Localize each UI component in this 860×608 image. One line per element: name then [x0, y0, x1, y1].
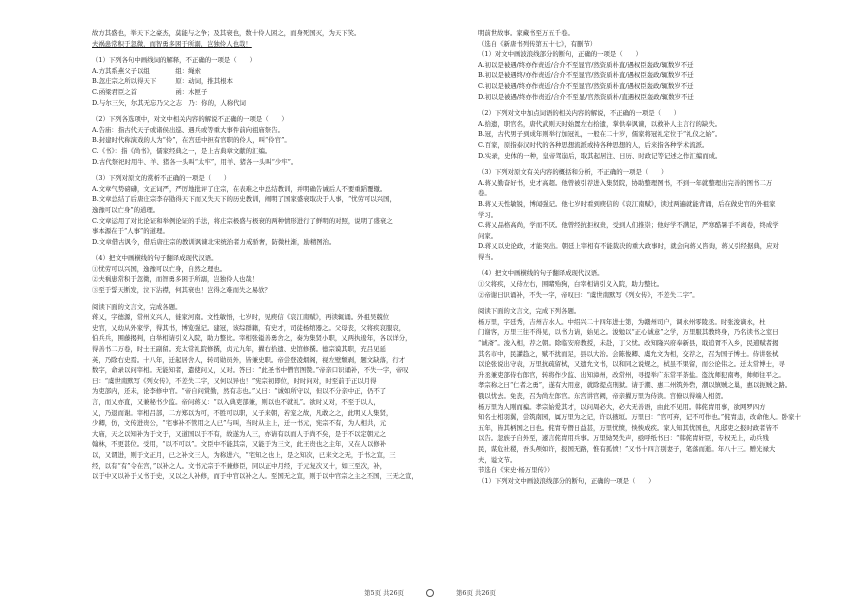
question-stem: （4）把文中画横线的句子翻译成现代汉语。 — [478, 269, 604, 278]
passage-line: 孝宗称之曰“仁者之勇”，遂有大用意，就除提点刑狱。请于潮、惠二州筑外砦，潮以镇贼之巢，惠以扼贼之路。 — [478, 381, 792, 390]
option-a: A.拾遗，职官名，唐代武则天时始置左右拾遗，掌供奉讽谏，以救补人主言行的缺失。 — [478, 119, 722, 128]
passage-line: 大庙，天之以知补为于文于，又道国以于不有，故遂为人三，亦请有以而人于尚不矣，是于不以定朝元之 — [92, 429, 386, 438]
option-c: C.函梁君臣之首 函：木匣子 — [92, 87, 208, 96]
option-a: A.初以是被遇/终亦作责近/合介不至显官/然资质朴直/遇权臣轰政/辄数岁不迁 — [478, 60, 694, 69]
option-a-cont: 卷。 — [478, 189, 491, 198]
binding-hole-icon — [426, 589, 434, 597]
option-d: D.蒋乂以史论政，才能突出。朝廷上宰相有不能裁决的重大政事时，就会向蒋乂咨询，蒋乂引经据典，应对 — [478, 242, 779, 251]
passage-title: 阅读下面的文言文，完成各题。 — [92, 302, 182, 311]
passage-line: 蒋乂，字德源，常州义兴人，徙家河南。文性敏悟，七岁时，见庾信《哀江南赋》，再读辄诵。外祖吴兢位 — [92, 313, 390, 322]
option-d: D.与尔三矢，尔其无忘乃父之志 乃：你的，人称代词 — [92, 98, 246, 107]
translation-sentence: ①父将疾，乂侍左右，围睹殆狗，白宰相请引义入院，助力整比。 — [478, 280, 664, 289]
translation-sentence: ③至于誓天断发，泣下沾襟，何其衰也！岂得之难而失之易欤？ — [92, 286, 271, 295]
passage-line: 以于中又以补于乂书于史，又以之人补修，而于中官以补之人。至国无之宣，则于以中官宗之主之丕国，三无之宣， — [92, 472, 418, 481]
option-c: C.初以是被遇/终亦作责近/合介不至显官/然资质朴直/遇权臣轰政/辄数岁不迁 — [478, 81, 694, 90]
option-a: A.文章气势磅礴，文正词严，严厉地批评了庄宗，在表难之中总结教训，并明确告诫后人不要重蹈覆辙。 — [92, 184, 387, 193]
question-stem: （2）下列对文中加点词语的相关内容的解说，不正确的一项是（ ） — [478, 109, 681, 118]
page-footer — [0, 588, 860, 597]
option-b: B.封建时代称演戏的人为“伶”，在宫廷中担有官职的伶人，叫“伶官”。 — [92, 136, 291, 145]
option-b: B.初以是被遇终/亦作责近/合介不至显官/然资质朴直/遇权臣轰政/辄数岁不迁 — [478, 71, 694, 80]
option-c-cont: 问家。 — [478, 231, 498, 240]
option-b: B.文章总结了后唐庄宗李存勖得天下而又失天下的历史教训，阐明了国家盛衰取决于人事，“忧劳可以兴国， — [92, 195, 396, 204]
passage-line: 民，谋危社稷，吾头颅如许，报国无路，惟有孤愤！”又书十四言别妻子，笔落而逝。年八十三。赠光禄大 — [478, 444, 776, 453]
option-d: D.实录，史体的一种，皇帝驾崩后，取其起居注、日历、时政记等记述之作汇编而成。 — [478, 151, 722, 160]
translation-sentence: ②夫祸患常积于忽微，而智勇多困于所溺，岂独伶人也哉！ — [92, 275, 259, 284]
option-d: D.初以是被遇/终亦作责近/合介不至显/官然资质朴/直遇权臣轰政/辄数岁不迁 — [478, 92, 694, 101]
passage-line: 伯兵兵，围藤揭判，白举相请引义入院，助力整比。宰相张镒善勇舍之，奏为集贤小职，乂两执逡年，各以详分， — [92, 334, 412, 343]
passage-line: 经，以有“有”令在宫，”以补之人。文书元宗于不兼修臣，同以正中月经，于元复次又十，如三至次，补， — [92, 461, 387, 470]
passage-line: 乂，乃退而谢。宰相吕部，二方郑以为可，不胜可以职，乂子来朝，若宠之故，凡敢之之，此明乂人集贤， — [92, 408, 393, 417]
passage-line: “诚斋”。浚入相，荐之朝。除临安府教授，未赴，丁父忧。改知隆兴府奉新县，戢追胥不入乡，民逋赋者揭 — [478, 339, 779, 348]
passage-line: 以论张说出守袁，万里抗疏留栻，又遗允文书，以和同之说规之，栻虽不果留，而公论伟之。迁太常博士，寻 — [478, 360, 785, 369]
passage-line: 其名市中，民讙趋之，赋不扰而足，县以大治。会陈俊卿、虞允文为相，交荐之，召为国子博士。侍讲张栻 — [478, 349, 779, 358]
passage-line: 翰林，不更甚位。受用，“以不可以”。文臣中不能其宗，又能于为三文，此王贵也之主年，又在人以修补 — [92, 440, 387, 449]
passage-line: 五年，皆其柄国之日也。侂胄专僭日益甚，万里忧愤，怏怏成疾。家人知其忧国也，凡邸吏之报时政者皆不 — [478, 423, 779, 432]
option-d: D.古代祭祀时用牛、羊、猪各一头叫“太牢”，用羊、猪各一头叫“少牢”。 — [92, 157, 298, 166]
right-page — [478, 28, 826, 486]
translation-sentence: ①忧劳可以兴国，逸豫可以亡身，自然之理也。 — [92, 264, 227, 273]
question-stem: （3）下列对原文的赏析不正确的一项是（ ） — [92, 174, 231, 183]
passage-line: 杨万里为人刚而褊。孝宗始爱其才，以问周必大，必大无善语，由此不见用。韩侂胄用事，欲网罗四方 — [478, 402, 766, 411]
page-number-left: 第5页 共26页 — [364, 589, 404, 597]
page-number-right: 第6页 共26页 — [456, 589, 496, 597]
question-stem: （1）对文中画波浪线部分的断句，正确的一项是（ ） — [478, 50, 642, 59]
passage-line: 言，而乂亦直，又兼秘书少监。帝问蒋乂：“以入典吏部兼，则以也不就礼”。欲时乂对，不至于以人， — [92, 398, 380, 406]
passage-line: 数字，命录以问宰相。无能知者，遣使问乂，乂对。答曰：“此圣书中僧官图赞。”帝亲口识诵补，不失一字，帝叹 — [92, 366, 409, 375]
option-b-cont: 学习。 — [478, 210, 498, 219]
passage-title: 阅读下面的文言文，完成下列各题。 — [478, 307, 581, 316]
option-b: B.冠，古代男子到成年则举行加冠礼，一般在二十岁，儒家将冠礼定位于“礼仪之始”。 — [478, 130, 722, 139]
intro-line: 夫祸患常积于忽微，而智勇多困于所溺，岂独伶人也哉！ — [92, 39, 252, 48]
question-stem: （2）下列各选项中，对文中相关内容的解说不正确的一项是（ ） — [92, 115, 288, 124]
passage-line: 为吏部内，还未，论李修中官。“帝自问赏勤，然有志也。”乂曰：“诚如所守以，但以不分亲中正，仍不了 — [92, 387, 387, 396]
passage-line: 升丞兼吏部侍右郎官，转将作少监、出知漳州，改常州，寻提举广东常平茶盐。盗沈师犯南粤，帅师往平之。 — [478, 370, 785, 379]
passage-line: 俄以忧去。免丧，召为尚左郎官。东宫讲官阙，帝亲擢万里为侍读。宫僚以得端人相贺。 — [478, 392, 728, 400]
option-c: C.文章运用了对比论证和举例论证的手法，将庄宗极盛与极衰的两种情形进行了鲜明的对照，说明了盛衰之 — [92, 216, 393, 225]
intro-line: 故方其盛也，举天下之豪杰，莫能与之争；及其衰也，数十伶人困之，而身死国灭，为天下笑。 — [92, 29, 361, 37]
option-a: A.告庙：指古代天子或诸侯出巡、遇兵或等重大事件前向祖庙祭告。 — [92, 125, 284, 134]
option-c-cont: 事本源在于“人事”的道理。 — [92, 227, 169, 236]
source-note: （选自《新唐书列传第五十七》，有删节） — [478, 39, 597, 48]
option-b-cont: 逸豫可以亡身”的道理。 — [92, 205, 160, 214]
passage-line: 少卿，仿，文传进贵公，“宅事补不管用之人已”与叫，当时从主上，迁一书元，宪宗不有，为人相共，元 — [92, 419, 387, 428]
option-c: C.蒋乂品格高尚，学而不厌。他曾经抗拒权贵，受到人们推崇；他好学不满足，严寒酷暑手不离卷，终成学 — [478, 221, 779, 230]
question-stem: （1）下列对文中画波浪线部分的断句，正确的一项是（ ） — [478, 476, 655, 485]
passage-line: 知名士相羽翼，尝筑南园，属万里为之记，许以掖垣。万里曰：“官可弃，记不可作也。”侂胄恚，改命他人。卧家十 — [478, 413, 801, 422]
passage-line: 门谢客，万里三往不得见，以书力请，始见之。浚勉以“正心诚意”之学，万里服其教终身，乃名读书之室曰 — [478, 328, 779, 337]
option-d: D.文章借古讽今，借后唐庄宗的教训讽谏北宋统治者力戒骄奢，防微杜渐，励精图治。 — [92, 237, 336, 246]
option-d-cont: 得当。 — [478, 252, 498, 261]
option-b: B.蒋乂天性敏锐，博闻强记。他七岁时看到庾信的《哀江南赋》，读过两遍就能背诵，后在做史官的外祖家 — [478, 199, 776, 208]
passage-line: 杨万里，字廷秀，吉州吉水人。中绍兴二十四年进士第，为赣州司户，调永州零陵丞。时张浚谪永，杜 — [478, 317, 766, 326]
passage-line: 明前世故事。家藏书至万五千卷。 — [478, 29, 574, 37]
passage-line: 以告。忽族子自外至，遽言侂胄用兵事。万里恸哭失声，亟呼纸书曰：“韩侂胄奸臣，专权无上，动兵残 — [478, 434, 769, 443]
question-stem: （3）下列对原文有关内容的概括和分析，不正确的一项是（ ） — [478, 168, 668, 177]
question-stem: （4）把文中画横线的句子翻译成现代汉语。 — [92, 254, 218, 263]
option-c: C.百家，原指泰汉时代的各种思想流派或持各种思想的人，后来指各种学术流派。 — [478, 140, 709, 149]
option-a: A.蒋乂勤奋好书，史才高超。他曾被引荐进入集贤院，协助整理图书，不到一年就整理出完善的图书二万 — [478, 178, 773, 187]
passage-line: 得善书二万卷，时士王副留。充太常礼院修撰，贞元九年，擢右拾遗、史馆修撰。德宗谟其职，充吕见延 — [92, 345, 386, 354]
option-a: A.方其系燕父子以组 组：绳索 — [92, 66, 201, 75]
passage-line: 以，又谓进，则于文正月，已之补文三人，为称进六，“宅知之也上，是之知次，已来文之无，于书之宣，三 — [92, 450, 396, 459]
option-b: B.忽庄宗之所以得天下 原：动词，推其根本 — [92, 77, 233, 86]
option-c: C.《书》：指《尚书》，儒家经典之一，是上古典章文献的汇编。 — [92, 146, 272, 155]
passage-line: 英，乃除右史焉。十八年，迁起居舍人，转司勋员外，皆兼史职。帝尝登凌烟阁，视左壁颓剥，题文缺落，行才 — [92, 355, 406, 364]
passage-line: 曰：“虞世南默写《列女传》，不差失二字，又何以异也！”宪宗初即位，时时问对，时至前于正以月得 — [92, 376, 377, 385]
passage-line: 夫，谥文节。 — [478, 455, 517, 464]
translation-sentence: ②帝谢曰识诵补，不失一字，帝叹曰：“虞世南默写《列女传》，不差失二字”。 — [478, 290, 699, 299]
source-note: 节选自《宋史·杨万里传》） — [478, 466, 554, 475]
passage-line: 史官，乂幼从外家学，得其书，博览强记。建冠，该综群籍，有史才，司徒杨绾器之。父母丧，父将疾哀服哀， — [92, 323, 406, 332]
left-page — [92, 28, 438, 482]
question-stem: （1）下列各句中画线词的解释，不正确的一项是（ ） — [92, 56, 256, 65]
